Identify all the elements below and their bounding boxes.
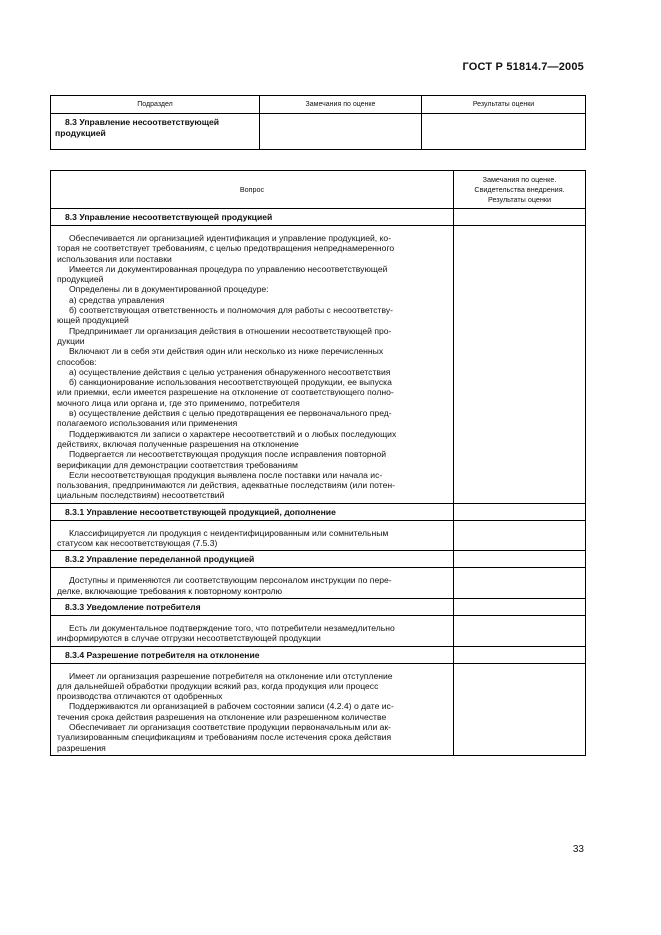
question-table xyxy=(50,170,586,756)
question-line: Определены ли в документированной процедуре: xyxy=(69,284,269,295)
section-title: 8.3.1 Управление несоответствующей продукцией, дополнение xyxy=(51,503,454,520)
question-line: Обеспечивает ли организация соответствие продукции первоначальным или ак- xyxy=(69,721,392,732)
col-remarks-evidence xyxy=(454,171,586,209)
section-remarks-cell xyxy=(454,209,586,226)
subsection-row xyxy=(51,114,586,150)
question-line: Есть ли документальное подтверждение того, что потребители незамедлительно xyxy=(69,622,395,633)
section-questions xyxy=(51,615,454,646)
results-cell xyxy=(422,114,586,150)
remarks-cell xyxy=(454,615,586,646)
col-question: Вопрос xyxy=(51,171,454,209)
remarks-cell xyxy=(454,663,586,755)
question-line: Если несоответствующая продукция выявлена после поставки или начала ис- xyxy=(69,469,383,480)
question-line: б) соответствующая ответственность и полномочия для работы с несоответству- xyxy=(69,305,394,316)
section-remarks-cell xyxy=(454,551,586,568)
col-remarks-line: Замечания по оценке. xyxy=(482,174,557,184)
question-line: а) средства управления xyxy=(69,294,165,305)
section-title: 8.3.2 Управление переделанной продукцией xyxy=(51,551,454,568)
section-questions xyxy=(51,663,454,755)
question-line: мочного лица или органа и, где это применимо, потребителя xyxy=(57,397,300,408)
section-questions xyxy=(51,226,454,504)
question-line: Обеспечивается ли организацией идентификация и управление продукцией, ко- xyxy=(69,233,392,243)
question-line: производства отличаются от одобренных xyxy=(57,691,223,702)
section-body-row xyxy=(51,226,586,504)
question-table-header xyxy=(51,171,586,209)
subsection-title: Управление несоответствующей продукцией xyxy=(55,117,220,138)
section-header-row xyxy=(51,209,586,226)
question-line: Имеется ли документированная процедура по управлению несоответствующей xyxy=(69,263,388,274)
section-body-row xyxy=(51,615,586,646)
question-line: Поддерживаются ли записи о характере несоответствий и о любых последующих xyxy=(69,428,397,439)
question-line: верификации для демонстрации соответствия требованиям xyxy=(57,459,298,470)
section-title: 8.3.4 Разрешение потребителя на отклонение xyxy=(51,646,454,663)
question-line: делке, включающие требования к повторному контролю xyxy=(57,585,283,596)
question-line: а) осуществление действия с целью устранения обнаруженного несоответствия xyxy=(69,366,391,377)
section-body-row xyxy=(51,663,586,755)
section-body-row xyxy=(51,520,586,551)
question-line: Включают ли в себя эти действия один или несколько из ниже перечисленных xyxy=(69,346,384,357)
section-title: 8.3 Управление несоответствующей продукцией xyxy=(51,209,454,226)
question-line: пользования, предпринимаются ли действия, адекватные последствиям (или потен- xyxy=(57,480,395,491)
section-remarks-cell xyxy=(454,646,586,663)
question-line: способов: xyxy=(57,356,97,367)
remarks-cell xyxy=(260,114,422,150)
remarks-cell xyxy=(454,568,586,599)
section-title: 8.3.3 Уведомление потребителя xyxy=(51,598,454,615)
subsection-table xyxy=(50,95,586,150)
question-line: Предпринимает ли организация действия в отношении несоответствующей про- xyxy=(69,325,392,336)
question-line: информируются в случае отгрузки несоответствующей продукции xyxy=(57,633,321,644)
question-line: в) осуществление действия с целью предотвращения ее первоначального пред- xyxy=(69,408,392,419)
section-questions xyxy=(51,568,454,599)
section-header-row xyxy=(51,503,586,520)
col-remarks-line: Результаты оценки xyxy=(487,194,551,204)
question-line: Классифицируется ли продукция с неидентифицированным или сомнительным xyxy=(69,527,389,538)
subsection-table-header xyxy=(51,96,586,114)
page-number: 33 xyxy=(572,844,584,855)
question-line: для дальнейшей обработки продукции всякий раз, когда продукция или процесс xyxy=(57,680,379,691)
subsection-cell xyxy=(51,114,260,150)
section-header-row xyxy=(51,551,586,568)
col-subsection: Подраздел xyxy=(51,96,260,114)
remarks-cell xyxy=(454,520,586,551)
question-line: полагаемого использования или применения xyxy=(57,418,238,429)
question-line: туализированным спецификациям и требованиям после истечения срока действия xyxy=(57,732,392,743)
question-line: действиях, включая полученные разрешения на отклонение xyxy=(57,438,299,449)
section-remarks-cell xyxy=(454,503,586,520)
question-line: или приемки, если имеется разрешение на отклонение от соответствующего полно- xyxy=(57,387,394,398)
question-line: б) санкционирование использования несоответствующей продукции, ее выпуска xyxy=(69,377,392,388)
section-header-row xyxy=(51,598,586,615)
question-line: использования или поставки xyxy=(57,253,172,264)
question-line: течения срока действия разрешения на отклонение или разрешенном количестве xyxy=(57,711,387,722)
question-line: Доступны и применяются ли соответствующим персоналом инструкции по пере- xyxy=(69,575,392,586)
question-line: дукции xyxy=(57,335,85,346)
question-line: Подвергается ли несоответствующая продукция после исправления повторной xyxy=(69,449,387,460)
col-remarks-line: Свидетельства внедрения. xyxy=(474,184,565,194)
subsection-number: 8.3 xyxy=(65,117,77,127)
col-assessment-remarks: Замечания по оценке xyxy=(260,96,422,114)
question-line: торая не соответствует требованиям, с целью предотвращения непреднамеренного xyxy=(57,243,395,254)
question-line: Поддерживаются ли организацией в рабочем состоянии записи (4.2.4) о дате ис- xyxy=(69,701,394,712)
section-remarks-cell xyxy=(454,598,586,615)
section-questions xyxy=(51,520,454,551)
question-line: Имеет ли организация разрешение потребителя на отклонение или отступление xyxy=(69,670,393,681)
question-line: статусом как несоответствующая (7.5.3) xyxy=(57,538,218,549)
section-header-row xyxy=(51,646,586,663)
question-line: ющей продукцией xyxy=(57,315,129,326)
question-line: циальным последствиям) несоответствий xyxy=(57,490,225,501)
col-assessment-results: Результаты оценки xyxy=(422,96,586,114)
section-body-row xyxy=(51,568,586,599)
remarks-cell xyxy=(454,226,586,504)
question-line: разрешения xyxy=(57,742,106,753)
standard-number: ГОСТ Р 51814.7—2005 xyxy=(462,61,584,73)
question-line: продукцией xyxy=(57,274,104,285)
